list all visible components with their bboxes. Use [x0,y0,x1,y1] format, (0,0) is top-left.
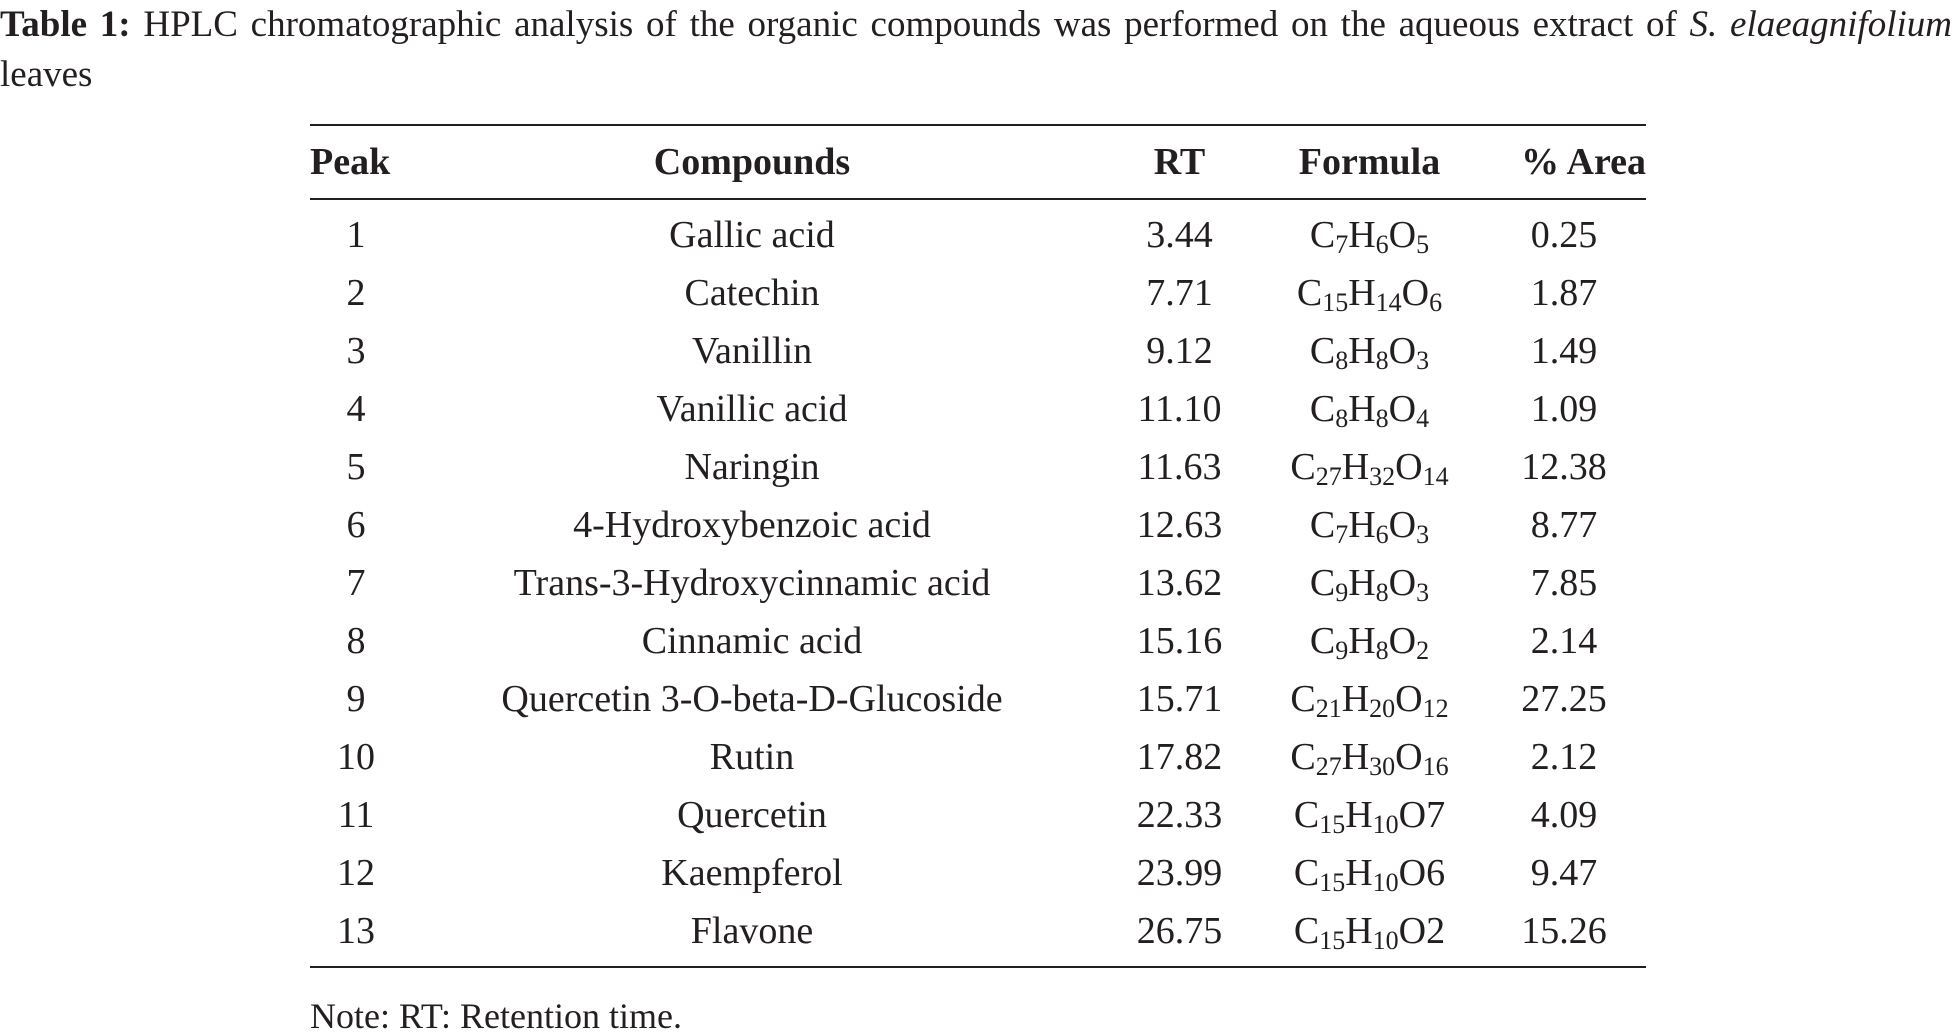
formula-subscript: 15 [1319,810,1346,839]
table-row [310,902,1646,967]
table-row [310,380,1646,438]
formula-element: C [1293,910,1320,952]
cell-rt: 15.16 [1136,620,1223,662]
formula-subscript: 14 [1422,462,1449,491]
cell-peak: 9 [346,678,366,720]
formula-subscript: 3 [1416,578,1430,607]
formula-subscript: 7 [1335,520,1349,549]
formula-element: O6 [1398,852,1446,894]
formula-element: C [1293,852,1320,894]
formula-element: H [1348,272,1376,314]
formula-element: O [1388,214,1417,256]
formula-element: C [1290,736,1316,778]
cell-rt: 15.71 [1136,678,1223,720]
formula-element: O [1388,562,1417,604]
formula-subscript: 3 [1416,346,1430,375]
formula-subscript: 15 [1319,868,1346,897]
table-row [310,322,1646,380]
cell-formula [1257,844,1482,902]
formula-element: O [1401,272,1430,314]
cell-area: 4.09 [1530,794,1598,836]
cell-rt: 26.75 [1136,910,1223,952]
formula-element: O2 [1398,910,1446,952]
table-row [310,438,1646,496]
formula-subscript: 21 [1315,694,1342,723]
header-formula: Formula [1257,125,1482,199]
formula-subscript: 3 [1416,520,1430,549]
cell-compound: Gallic acid [669,214,835,256]
cell-formula [1257,554,1482,612]
formula-subscript: 6 [1375,230,1389,259]
cell-compound: Vanillin [691,330,813,372]
cell-compound: Vanillic acid [656,388,848,430]
formula-subscript: 8 [1335,404,1349,433]
formula-element: H [1348,562,1376,604]
cell-formula [1257,670,1482,728]
formula-subscript: 5 [1416,230,1430,259]
cell-rt: 22.33 [1136,794,1223,836]
formula-element: H [1348,388,1376,430]
formula-subscript: 8 [1375,578,1389,607]
formula-element: C [1309,388,1336,430]
cell-rt: 17.82 [1136,736,1223,778]
cell-peak: 12 [337,852,375,894]
cell-compound: Quercetin [677,794,827,836]
cell-rt: 11.63 [1137,446,1222,488]
cell-rt: 13.62 [1136,562,1223,604]
formula-subscript: 32 [1369,462,1396,491]
cell-area: 7.85 [1530,562,1598,604]
table-note: Note: RT: Retention time. [310,996,682,1036]
cell-area: 1.09 [1530,388,1598,430]
formula-element: H [1341,736,1370,778]
formula-subscript: 30 [1369,752,1396,781]
formula-element: O7 [1398,794,1446,836]
formula-element: H [1348,214,1376,256]
formula-subscript: 15 [1319,926,1346,955]
header-peak: Peak [310,125,402,199]
formula-subscript: 12 [1422,694,1449,723]
formula-subscript: 20 [1369,694,1396,723]
table-header [310,125,1646,199]
formula-subscript: 16 [1422,752,1449,781]
formula-subscript: 8 [1375,404,1389,433]
table-row [310,612,1646,670]
cell-compound: Kaempferol [661,852,843,894]
cell-rt: 9.12 [1146,330,1213,372]
cell-formula [1257,496,1482,554]
formula-element: H [1341,678,1370,720]
header-row [310,125,1646,199]
formula-subscript: 14 [1375,288,1402,317]
formula-subscript: 27 [1315,752,1342,781]
cell-compound: 4-Hydroxybenzoic acid [573,504,931,546]
formula-subscript: 9 [1335,636,1349,665]
caption-species: S. elaeagnifolium [1689,4,1952,45]
caption-suffix: leaves [0,54,93,95]
formula-element: C [1293,794,1320,836]
formula-element: H [1341,446,1370,488]
formula-element: O [1388,504,1417,546]
formula-element: O [1388,620,1417,662]
cell-peak: 7 [346,562,366,604]
cell-rt: 23.99 [1136,852,1223,894]
cell-area: 12.38 [1521,446,1607,488]
table-row [310,670,1646,728]
table-row [310,264,1646,322]
cell-area: 1.87 [1530,272,1598,314]
cell-compound: Cinnamic acid [641,620,863,662]
header-rt: RT [1102,125,1257,199]
cell-peak: 6 [346,504,366,546]
formula-subscript: 8 [1375,636,1389,665]
table-row [310,786,1646,844]
cell-compound: Quercetin 3-O-beta-D-Glucoside [501,678,1003,720]
formula-element: O [1395,736,1423,778]
cell-formula [1257,322,1482,380]
cell-rt: 11.10 [1137,388,1222,430]
formula-subscript: 10 [1372,810,1399,839]
cell-rt: 7.71 [1146,272,1213,314]
cell-compound: Naringin [684,446,820,488]
formula-element: C [1309,504,1336,546]
cell-formula [1257,612,1482,670]
formula-element: C [1309,330,1336,372]
cell-area: 9.47 [1530,852,1598,894]
cell-peak: 13 [337,910,375,952]
formula-subscript: 2 [1416,636,1430,665]
cell-compound: Rutin [709,736,795,778]
cell-area: 8.77 [1530,504,1598,546]
cell-peak: 5 [346,446,366,488]
formula-element: C [1309,214,1336,256]
cell-formula [1257,728,1482,786]
cell-area: 15.26 [1521,910,1607,952]
formula-element: H [1348,620,1376,662]
formula-subscript: 4 [1416,404,1430,433]
caption-label: Table 1: [0,4,131,45]
formula-element: C [1290,446,1316,488]
formula-element: C [1296,272,1323,314]
cell-compound: Trans-3-Hydroxycinnamic acid [513,562,991,604]
cell-peak: 10 [337,736,375,778]
formula-subscript: 6 [1429,288,1443,317]
formula-element: O [1388,388,1417,430]
formula-element: C [1309,562,1336,604]
formula-element: H [1348,330,1376,372]
table-row [310,496,1646,554]
table-row [310,728,1646,786]
cell-formula [1257,786,1482,844]
formula-element: H [1345,852,1373,894]
formula-element: H [1348,504,1376,546]
formula-element: O [1395,678,1423,720]
formula-element: O [1388,330,1417,372]
header-compounds: Compounds [402,125,1102,199]
cell-area: 2.12 [1530,736,1598,778]
formula-subscript: 7 [1335,230,1349,259]
hplc-table [310,124,1646,968]
table-body [310,199,1646,967]
table-row [310,199,1646,264]
cell-area: 1.49 [1530,330,1598,372]
cell-formula [1257,380,1482,438]
cell-area: 0.25 [1530,214,1598,256]
cell-peak: 1 [346,214,366,256]
cell-peak: 2 [346,272,366,314]
caption-text: HPLC chromatographic analysis of the organic compounds was performed on the aqueous extract of [130,4,1690,45]
formula-subscript: 8 [1335,346,1349,375]
table-caption [0,0,1952,100]
cell-rt: 3.44 [1146,214,1213,256]
cell-rt: 12.63 [1136,504,1223,546]
formula-subscript: 10 [1372,926,1399,955]
cell-formula [1257,902,1482,967]
formula-element: C [1290,678,1316,720]
formula-subscript: 15 [1322,288,1349,317]
formula-subscript: 9 [1335,578,1349,607]
cell-peak: 8 [346,620,366,662]
header-area: % Area [1482,125,1646,199]
formula-subscript: 27 [1315,462,1342,491]
cell-compound: Catechin [684,272,820,314]
cell-area: 2.14 [1530,620,1598,662]
table-row [310,844,1646,902]
formula-element: H [1345,910,1373,952]
cell-peak: 4 [346,388,366,430]
formula-element: C [1309,620,1336,662]
formula-element: H [1345,794,1373,836]
formula-subscript: 6 [1375,520,1389,549]
formula-subscript: 8 [1375,346,1389,375]
formula-element: O [1395,446,1423,488]
cell-formula [1257,438,1482,496]
cell-peak: 3 [346,330,366,372]
formula-subscript: 10 [1372,868,1399,897]
cell-area: 27.25 [1521,678,1607,720]
table-row [310,554,1646,612]
cell-formula [1257,264,1482,322]
cell-compound: Flavone [690,910,814,952]
cell-formula [1257,199,1482,264]
cell-peak: 11 [337,794,375,836]
